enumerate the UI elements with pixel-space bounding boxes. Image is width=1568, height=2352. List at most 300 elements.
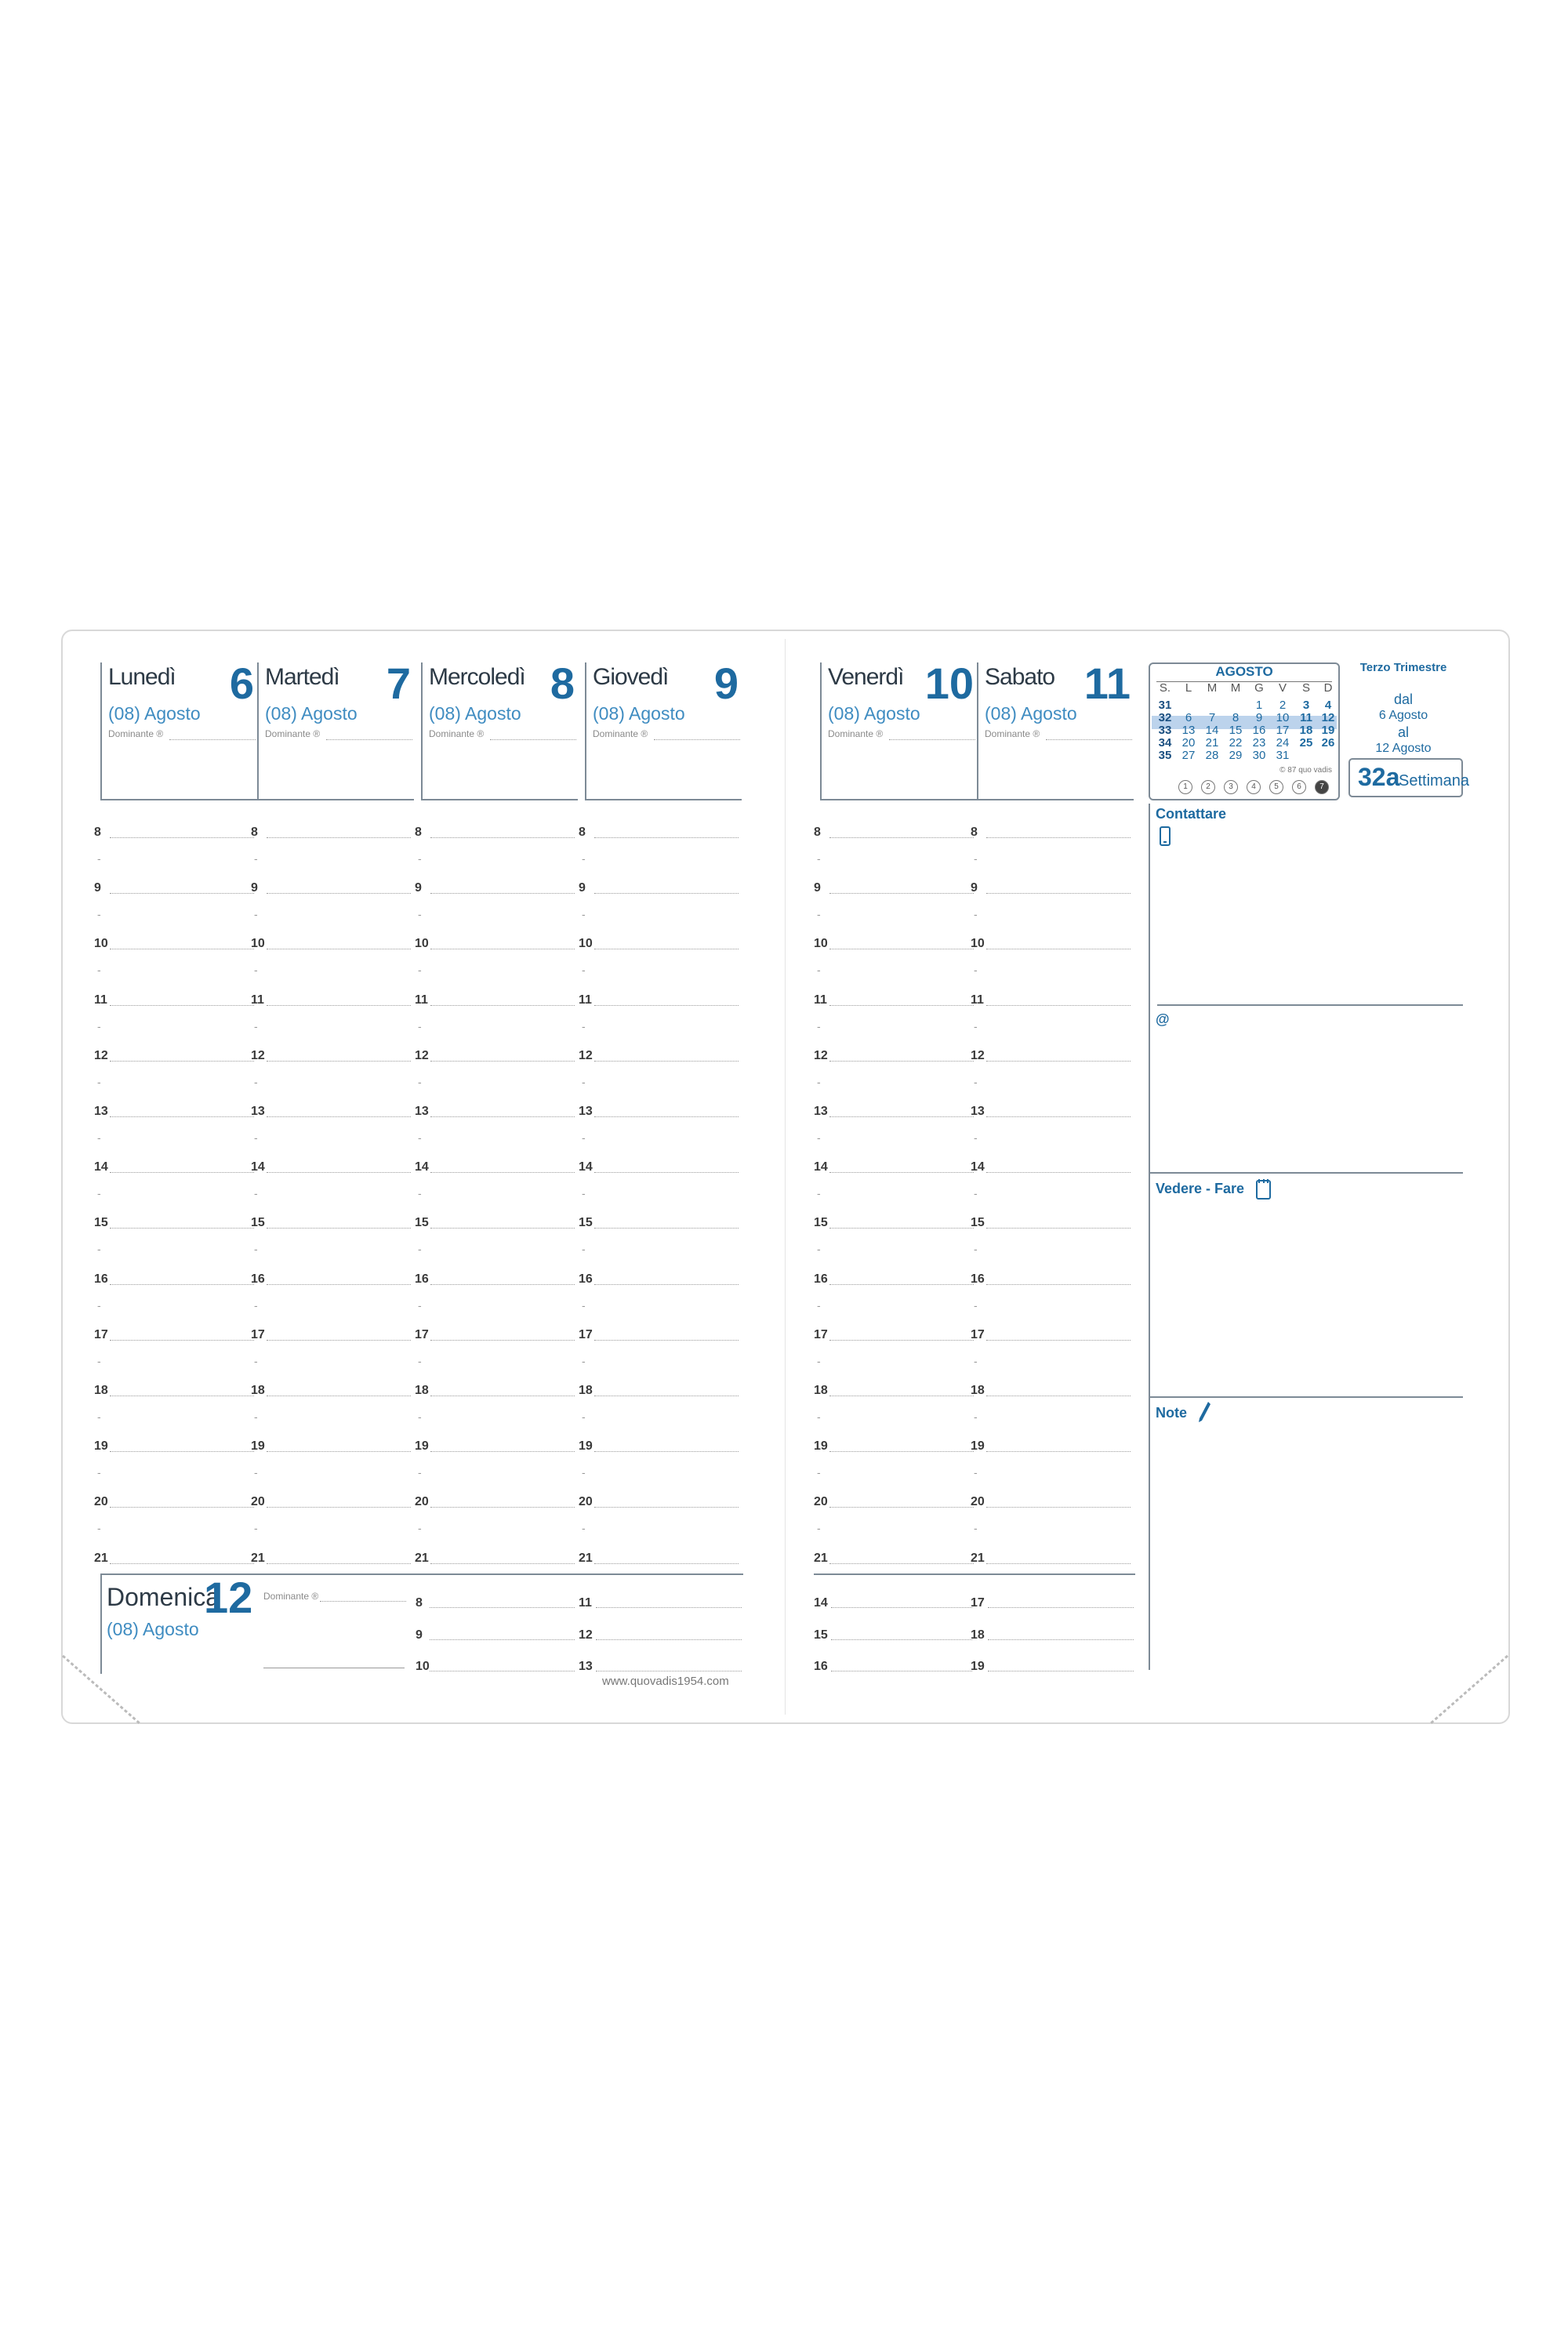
hour-line xyxy=(986,1284,1131,1285)
half-hour-mark: - xyxy=(817,1075,821,1088)
hour-label: 19 xyxy=(94,1439,108,1454)
day-month: (08) Agosto xyxy=(985,703,1077,724)
todo-divider xyxy=(1149,1396,1463,1398)
half-hour-mark: - xyxy=(817,852,821,865)
hour-line xyxy=(986,1116,1131,1117)
dominante-label: Dominante ® xyxy=(265,728,321,739)
half-hour-mark: - xyxy=(254,908,258,921)
hour-line xyxy=(430,1284,575,1285)
half-hour-mark: - xyxy=(418,1131,422,1144)
hour-line xyxy=(430,1563,575,1564)
hour-line xyxy=(430,837,575,838)
notepad-icon xyxy=(1254,1178,1273,1201)
half-hour-mark: - xyxy=(254,1522,258,1535)
email-icon: @ xyxy=(1156,1011,1170,1027)
half-hour-mark: - xyxy=(974,908,978,921)
hour-label: 9 xyxy=(94,881,101,895)
hour-line xyxy=(267,1061,411,1062)
half-hour-mark: - xyxy=(974,852,978,865)
trimester-dal: dal xyxy=(1393,691,1414,707)
date-cell: 21 xyxy=(1205,736,1219,750)
date-cell: 12 xyxy=(1321,711,1335,724)
hour-line xyxy=(829,1563,974,1564)
half-hour-mark: - xyxy=(582,1187,586,1200)
half-hour-mark: - xyxy=(974,1522,978,1535)
date-cell: 16 xyxy=(1252,724,1266,737)
hour-line xyxy=(594,1507,739,1508)
hour-label: 14 xyxy=(94,1160,108,1174)
half-hour-mark: - xyxy=(254,964,258,977)
half-hour-mark: - xyxy=(418,908,422,921)
date-cell: 11 xyxy=(1300,711,1312,724)
sunday-hour-label: 11 xyxy=(579,1596,592,1610)
dominante-line xyxy=(1046,739,1132,740)
sunday-hour-line xyxy=(430,1607,575,1608)
half-hour-mark: - xyxy=(254,1354,258,1367)
hour-line xyxy=(986,1005,1131,1006)
weekday-circle: 2 xyxy=(1201,780,1215,794)
day-number: 8 xyxy=(550,659,575,708)
date-cell: 22 xyxy=(1229,736,1243,750)
date-cell: 19 xyxy=(1321,724,1335,737)
extra-hour-label: 15 xyxy=(814,1628,828,1642)
hour-label: 20 xyxy=(415,1495,429,1509)
hour-label: 19 xyxy=(971,1439,985,1454)
hour-label: 17 xyxy=(579,1327,593,1341)
pencil-icon xyxy=(1196,1400,1212,1424)
dominante-label: Dominante ® xyxy=(593,728,648,739)
day-name: Sabato xyxy=(985,664,1055,690)
half-hour-mark: - xyxy=(974,1410,978,1423)
hour-line xyxy=(110,837,254,838)
hour-label: 21 xyxy=(971,1551,985,1565)
half-hour-mark: - xyxy=(418,1354,422,1367)
hour-line xyxy=(594,1172,739,1173)
hour-line xyxy=(829,1507,974,1508)
hour-label: 19 xyxy=(814,1439,828,1454)
hour-label: 15 xyxy=(814,1216,828,1230)
hour-label: 10 xyxy=(971,937,985,951)
hour-line xyxy=(110,1563,254,1564)
mini-calendar-header: G xyxy=(1254,681,1264,695)
hour-line xyxy=(267,893,411,894)
weekday-circle: 3 xyxy=(1224,780,1238,794)
half-hour-mark: - xyxy=(817,1522,821,1535)
hour-line xyxy=(594,1340,739,1341)
week-number: 32a xyxy=(1358,763,1400,791)
weekday-circle: 1 xyxy=(1178,780,1192,794)
date-cell: 9 xyxy=(1255,711,1263,724)
day-number: 11 xyxy=(1083,659,1131,708)
hour-label: 13 xyxy=(579,1105,593,1118)
hour-line xyxy=(110,893,254,894)
weekday-circle: 5 xyxy=(1269,780,1283,794)
hour-label: 13 xyxy=(251,1105,265,1118)
day-month: (08) Agosto xyxy=(265,703,358,724)
hour-label: 18 xyxy=(415,1384,429,1397)
hour-line xyxy=(110,1172,254,1173)
hour-label: 15 xyxy=(579,1216,593,1230)
mini-calendar-copyright: © 87 quo vadis xyxy=(1279,766,1332,775)
half-hour-mark: - xyxy=(97,1187,101,1200)
trimester-to-date: 12 Agosto xyxy=(1375,742,1432,755)
half-hour-mark: - xyxy=(97,852,101,865)
day-name: Lunedì xyxy=(108,664,176,690)
email-divider xyxy=(1149,1172,1463,1174)
mini-calendar-header: S. xyxy=(1159,681,1171,695)
hour-line xyxy=(594,1228,739,1229)
trimester-al: al xyxy=(1397,724,1409,740)
hour-line xyxy=(267,1507,411,1508)
half-hour-mark: - xyxy=(254,1410,258,1423)
week-number-cell: 31 xyxy=(1158,699,1172,712)
date-cell: 27 xyxy=(1181,749,1196,762)
mini-calendar xyxy=(1149,662,1340,800)
hour-label: 16 xyxy=(415,1272,429,1286)
hour-line xyxy=(430,1507,575,1508)
sunday-hour-label: 10 xyxy=(416,1660,430,1673)
day-header xyxy=(585,659,742,800)
hour-line xyxy=(986,1563,1131,1564)
half-hour-mark: - xyxy=(817,1019,821,1033)
half-hour-mark: - xyxy=(582,1243,586,1256)
dominante-label: Dominante ® xyxy=(985,728,1040,739)
mini-calendar-header: M xyxy=(1230,681,1241,695)
sunday-hour-line xyxy=(596,1607,742,1608)
half-hour-mark: - xyxy=(974,964,978,977)
half-hour-mark: - xyxy=(254,1075,258,1088)
hour-label: 12 xyxy=(814,1048,828,1062)
hour-label: 14 xyxy=(814,1160,828,1174)
hour-label: 13 xyxy=(814,1105,828,1118)
hour-line xyxy=(986,1061,1131,1062)
extra-hour-line xyxy=(988,1639,1134,1640)
hour-label: 21 xyxy=(94,1551,108,1565)
day-name: Martedì xyxy=(265,664,339,690)
hour-label: 16 xyxy=(94,1272,108,1286)
extra-hour-label: 19 xyxy=(971,1660,985,1673)
hour-line xyxy=(430,1005,575,1006)
extra-hour-label: 16 xyxy=(814,1660,828,1673)
date-cell: 2 xyxy=(1279,699,1287,712)
hour-line xyxy=(267,1284,411,1285)
hour-line xyxy=(430,1228,575,1229)
half-hour-mark: - xyxy=(97,1298,101,1312)
hour-label: 12 xyxy=(251,1048,265,1062)
hour-label: 14 xyxy=(415,1160,429,1174)
day-header xyxy=(977,659,1134,800)
hour-label: 10 xyxy=(415,937,429,951)
hour-line xyxy=(110,1005,254,1006)
hour-line xyxy=(267,1005,411,1006)
trimester-from-date: 6 Agosto xyxy=(1378,709,1428,722)
saturday-bottom-rule xyxy=(814,1573,1135,1575)
half-hour-mark: - xyxy=(254,1298,258,1312)
half-hour-mark: - xyxy=(817,1131,821,1144)
hour-label: 11 xyxy=(971,993,984,1007)
hour-label: 13 xyxy=(971,1105,985,1118)
date-cell: 31 xyxy=(1276,749,1290,762)
hour-label: 11 xyxy=(415,993,428,1007)
hour-label: 15 xyxy=(415,1216,429,1230)
hour-label: 13 xyxy=(415,1105,429,1118)
mini-calendar-header: V xyxy=(1278,681,1287,695)
hour-label: 18 xyxy=(814,1384,828,1397)
half-hour-mark: - xyxy=(97,1131,101,1144)
sunday-hour-label: 8 xyxy=(416,1596,423,1610)
hour-label: 13 xyxy=(94,1105,108,1118)
hour-line xyxy=(110,1451,254,1452)
day-number: 7 xyxy=(386,659,411,708)
hour-label: 15 xyxy=(971,1216,985,1230)
hour-line xyxy=(986,1228,1131,1229)
sunday-left-border xyxy=(100,1573,102,1674)
date-cell: 14 xyxy=(1205,724,1219,737)
half-hour-mark: - xyxy=(97,1522,101,1535)
hour-line xyxy=(829,1172,974,1173)
hour-line xyxy=(594,1116,739,1117)
sunday-dominante-line xyxy=(320,1601,406,1602)
hour-line xyxy=(430,893,575,894)
hour-line xyxy=(829,1005,974,1006)
hour-label: 18 xyxy=(94,1384,108,1397)
half-hour-mark: - xyxy=(817,1354,821,1367)
sunday-hour-line xyxy=(596,1639,742,1640)
sections-left-border xyxy=(1149,804,1150,1670)
date-cell: 10 xyxy=(1276,711,1290,724)
sunday-hour-label: 9 xyxy=(416,1628,423,1642)
date-cell: 30 xyxy=(1252,749,1266,762)
hour-label: 9 xyxy=(971,881,978,895)
date-cell: 25 xyxy=(1299,736,1313,750)
hour-line xyxy=(594,1005,739,1006)
hour-label: 12 xyxy=(94,1048,108,1062)
hour-line xyxy=(267,1228,411,1229)
dominante-line xyxy=(490,739,576,740)
hour-label: 15 xyxy=(251,1216,265,1230)
half-hour-mark: - xyxy=(97,1019,101,1033)
half-hour-mark: - xyxy=(97,1243,101,1256)
half-hour-mark: - xyxy=(254,1019,258,1033)
hour-line xyxy=(594,837,739,838)
page-spine xyxy=(785,639,786,1715)
half-hour-mark: - xyxy=(97,1354,101,1367)
half-hour-mark: - xyxy=(254,1187,258,1200)
sunday-hour-label: 12 xyxy=(579,1628,593,1642)
hour-line xyxy=(829,1061,974,1062)
hour-label: 17 xyxy=(971,1327,985,1341)
day-header xyxy=(257,659,414,800)
hour-line xyxy=(110,1061,254,1062)
half-hour-mark: - xyxy=(254,1131,258,1144)
hour-line xyxy=(267,1172,411,1173)
half-hour-mark: - xyxy=(97,1466,101,1479)
half-hour-mark: - xyxy=(817,1298,821,1312)
hour-label: 8 xyxy=(415,826,422,839)
half-hour-mark: - xyxy=(817,1187,821,1200)
hour-line xyxy=(110,1284,254,1285)
day-month: (08) Agosto xyxy=(108,703,201,724)
week-number-cell: 34 xyxy=(1158,736,1172,750)
half-hour-mark: - xyxy=(582,852,586,865)
weekday-circle: 7 xyxy=(1315,780,1329,794)
date-cell: 20 xyxy=(1181,736,1196,750)
sunday-top-line xyxy=(100,1573,743,1575)
hour-line xyxy=(110,1340,254,1341)
half-hour-mark: - xyxy=(582,1522,586,1535)
day-header xyxy=(421,659,578,800)
week-number-cell: 35 xyxy=(1158,749,1172,762)
sunday-dominante-label: Dominante ® xyxy=(263,1591,319,1602)
hour-label: 19 xyxy=(579,1439,593,1454)
half-hour-mark: - xyxy=(817,908,821,921)
hour-label: 12 xyxy=(579,1048,593,1062)
half-hour-mark: - xyxy=(582,1298,586,1312)
hour-label: 8 xyxy=(94,826,101,839)
date-cell: 6 xyxy=(1185,711,1192,724)
hour-label: 20 xyxy=(971,1495,985,1509)
half-hour-mark: - xyxy=(974,1019,978,1033)
half-hour-mark: - xyxy=(582,1410,586,1423)
half-hour-mark: - xyxy=(974,1354,978,1367)
hour-label: 16 xyxy=(971,1272,985,1286)
half-hour-mark: - xyxy=(254,1243,258,1256)
hour-label: 8 xyxy=(971,826,978,839)
hour-line xyxy=(829,1228,974,1229)
half-hour-mark: - xyxy=(97,1410,101,1423)
mini-calendar-header: M xyxy=(1207,681,1218,695)
hour-line xyxy=(267,837,411,838)
extra-hour-label: 18 xyxy=(971,1628,985,1642)
half-hour-mark: - xyxy=(418,1075,422,1088)
half-hour-mark: - xyxy=(418,1410,422,1423)
day-month: (08) Agosto xyxy=(828,703,920,724)
hour-line xyxy=(110,1116,254,1117)
notes-section-title: Note xyxy=(1156,1405,1187,1421)
mini-calendar-header: L xyxy=(1185,681,1192,695)
hour-label: 9 xyxy=(579,881,586,895)
hour-line xyxy=(430,1061,575,1062)
half-hour-mark: - xyxy=(97,964,101,977)
weekday-circles xyxy=(1178,779,1338,794)
hour-label: 9 xyxy=(814,881,821,895)
date-cell: 15 xyxy=(1229,724,1243,737)
hour-label: 10 xyxy=(251,937,265,951)
half-hour-mark: - xyxy=(974,1298,978,1312)
hour-label: 14 xyxy=(971,1160,985,1174)
hour-label: 11 xyxy=(251,993,264,1007)
day-month: (08) Agosto xyxy=(429,703,521,724)
hour-line xyxy=(829,837,974,838)
hour-label: 16 xyxy=(814,1272,828,1286)
half-hour-mark: - xyxy=(974,1243,978,1256)
half-hour-mark: - xyxy=(418,1298,422,1312)
hour-label: 17 xyxy=(814,1327,828,1341)
half-hour-mark: - xyxy=(418,1243,422,1256)
website-footer: www.quovadis1954.com xyxy=(602,1675,729,1688)
hour-label: 11 xyxy=(579,993,592,1007)
hour-label: 17 xyxy=(94,1327,108,1341)
hour-line xyxy=(829,1451,974,1452)
hour-line xyxy=(594,1563,739,1564)
weekday-circle: 6 xyxy=(1292,780,1306,794)
todo-section-title: Vedere - Fare xyxy=(1156,1181,1245,1196)
hour-label: 18 xyxy=(251,1384,265,1397)
date-cell: 24 xyxy=(1276,736,1290,750)
hour-line xyxy=(829,893,974,894)
date-cell: 7 xyxy=(1208,711,1216,724)
half-hour-mark: - xyxy=(817,1466,821,1479)
sunday-name: Domenica xyxy=(107,1583,220,1611)
hour-label: 8 xyxy=(579,826,586,839)
hour-line xyxy=(430,1172,575,1173)
half-hour-mark: - xyxy=(97,1075,101,1088)
hour-line xyxy=(594,1451,739,1452)
sunday-hour-line xyxy=(430,1639,575,1640)
hour-line xyxy=(267,1451,411,1452)
hour-line xyxy=(267,1116,411,1117)
half-hour-mark: - xyxy=(418,1187,422,1200)
half-hour-mark: - xyxy=(974,1466,978,1479)
date-cell: 17 xyxy=(1276,724,1290,737)
half-hour-mark: - xyxy=(582,1131,586,1144)
half-hour-mark: - xyxy=(582,908,586,921)
half-hour-mark: - xyxy=(582,964,586,977)
dominante-line xyxy=(654,739,740,740)
hour-line xyxy=(986,1172,1131,1173)
half-hour-mark: - xyxy=(582,1075,586,1088)
hour-line xyxy=(986,1507,1131,1508)
day-number: 9 xyxy=(713,659,739,708)
hour-line xyxy=(267,1340,411,1341)
hour-label: 11 xyxy=(94,993,107,1007)
dominante-line xyxy=(889,739,975,740)
hour-label: 21 xyxy=(814,1551,828,1565)
extra-hour-line xyxy=(831,1607,972,1608)
half-hour-mark: - xyxy=(418,1019,422,1033)
week-label: Settimana xyxy=(1399,772,1470,789)
hour-label: 20 xyxy=(579,1495,593,1509)
trimester-title: Terzo Trimestre xyxy=(1359,661,1447,674)
sunday-hour-label: 13 xyxy=(579,1660,593,1673)
hour-line xyxy=(594,1284,739,1285)
half-hour-mark: - xyxy=(582,1019,586,1033)
date-cell: 28 xyxy=(1205,749,1219,762)
date-cell: 8 xyxy=(1232,711,1240,724)
half-hour-mark: - xyxy=(418,852,422,865)
half-hour-mark: - xyxy=(582,1466,586,1479)
hour-label: 20 xyxy=(251,1495,265,1509)
half-hour-mark: - xyxy=(817,964,821,977)
hour-label: 18 xyxy=(971,1384,985,1397)
half-hour-mark: - xyxy=(974,1131,978,1144)
date-cell: 1 xyxy=(1255,699,1263,712)
hour-label: 14 xyxy=(579,1160,593,1174)
half-hour-mark: - xyxy=(254,852,258,865)
hour-line xyxy=(986,837,1131,838)
dominante-label: Dominante ® xyxy=(828,728,884,739)
dominante-line xyxy=(326,739,412,740)
week-number-cell: 33 xyxy=(1158,724,1172,737)
date-cell: 18 xyxy=(1299,724,1313,737)
hour-label: 9 xyxy=(251,881,258,895)
right-corner-strap xyxy=(1423,1654,1509,1725)
hour-label: 10 xyxy=(579,937,593,951)
phone-icon xyxy=(1159,826,1171,847)
half-hour-mark: - xyxy=(418,1466,422,1479)
date-cell: 26 xyxy=(1321,736,1335,750)
hour-label: 16 xyxy=(579,1272,593,1286)
